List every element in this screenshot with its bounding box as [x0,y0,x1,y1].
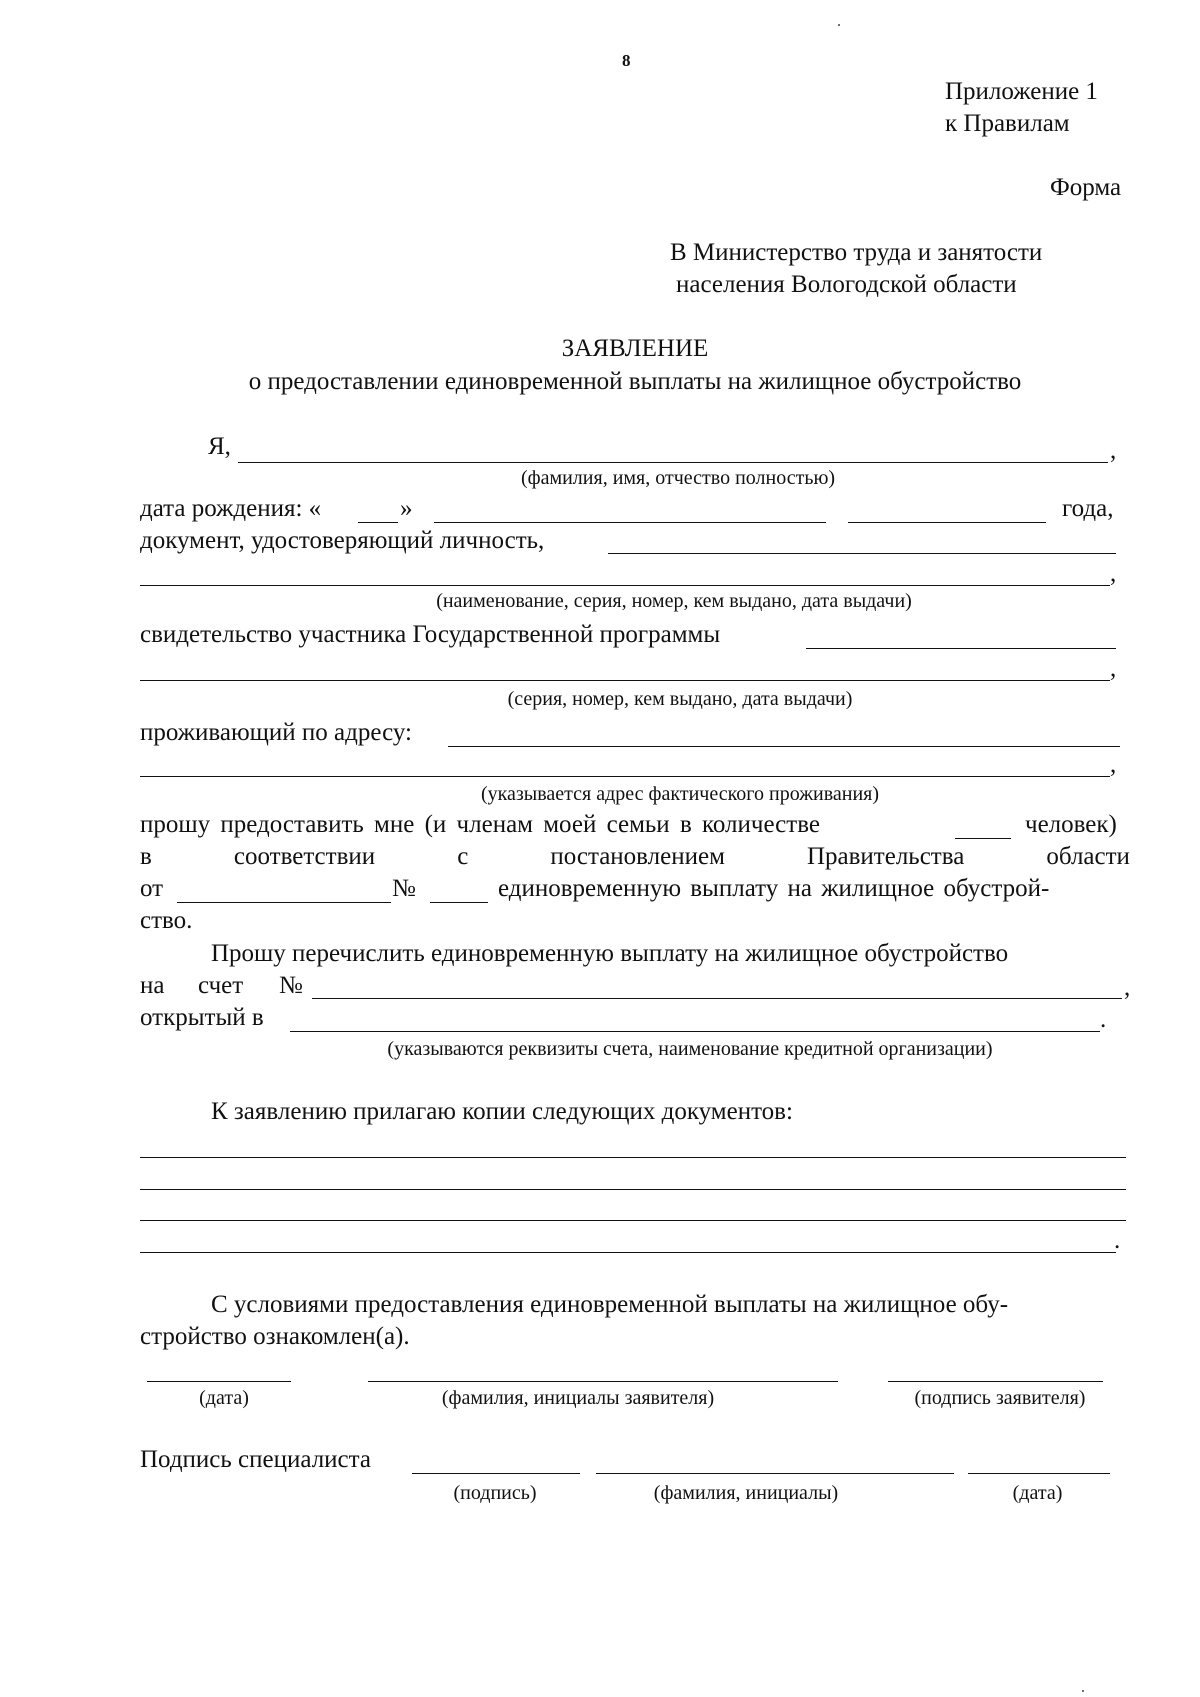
birth-quote-close: » [400,495,413,522]
addressee-line-1: В Министерство труда и занятости [670,239,1043,266]
transfer-line-1: Прошу перечислить единовременную выплату на жилищное обустройство [211,940,1009,967]
request-word: области [1046,843,1130,870]
document-title: ЗАЯВЛЕНИЕ [561,335,709,362]
specialist-name-hint: (фамилия, инициалы) [653,1482,839,1504]
document-subtitle: о предоставлении единовременной выплаты на жилищное обустройство [248,368,1022,395]
account-number-sign: № [279,972,303,999]
decree-number-field[interactable] [430,902,488,903]
certificate-field-line-1[interactable] [806,648,1116,649]
applicant-date-field[interactable] [147,1381,291,1382]
request-line-1-end: человек) [1025,811,1117,838]
birth-month-field[interactable] [434,522,826,523]
applicant-name-hint: (фамилия, инициалы заявителя) [441,1387,715,1409]
appendix-line-2: к Правилам [945,110,1070,137]
fio-field[interactable] [238,462,1108,463]
birth-date-label: дата рождения: « [140,495,322,522]
address-label: проживающий по адресу: [140,719,412,746]
addressee-line-2: населения Вологодской области [676,271,1017,298]
opened-in-label: открытый в [140,1004,264,1031]
year-word: года, [1062,495,1114,522]
decree-date-field[interactable] [177,902,391,903]
scan-speck [1082,1690,1084,1692]
attachments-line-2[interactable] [140,1189,1126,1190]
certificate-comma: , [1110,655,1117,682]
birth-day-field[interactable] [358,522,398,523]
specialist-name-field[interactable] [596,1473,954,1474]
scan-speck [838,24,840,26]
applicant-signature-hint: (подпись заявителя) [914,1387,1086,1409]
specialist-signature-hint: (подпись) [453,1482,537,1504]
address-hint: (указывается адрес фактического проживания) [480,783,880,805]
bank-period: . [1100,1006,1107,1033]
fio-comma: , [1110,437,1117,464]
attachments-line-1[interactable] [140,1157,1126,1158]
family-count-field[interactable] [955,838,1011,839]
request-word: с [457,843,469,870]
attachments-line-3[interactable] [140,1220,1126,1221]
birth-year-field[interactable] [848,522,1046,523]
acknowledgement-line-1: С условиями предоставления единовременной выплаты на жилищное обу- [211,1291,1009,1318]
specialist-signature-field[interactable] [412,1473,580,1474]
bank-field[interactable] [290,1031,1100,1032]
account-word-na: на [140,972,165,999]
id-doc-label: документ, удостоверяющий личность, [140,527,545,554]
applicant-date-hint: (дата) [199,1387,249,1409]
request-line-2 [140,842,1130,872]
request-line-1: прошу предоставить мне (и членам моей семьи в количестве [140,811,820,838]
bank-hint: (указываются реквизиты счета, наименование кредитной организации) [387,1038,993,1060]
request-word: Правительства [806,843,965,870]
request-line-3: единовременную выплату на жилищное обустрой- [498,875,1050,902]
certificate-label: свидетельство участника Государственной программы [140,621,721,648]
request-line-4: ство. [140,907,193,934]
id-doc-field-line-2[interactable] [140,585,1110,586]
specialist-signature-label: Подпись специалиста [140,1446,371,1473]
account-comma: , [1124,974,1131,1001]
page-number: 8 [622,51,631,70]
request-word: в [140,843,152,870]
address-comma: , [1110,751,1117,778]
applicant-name-field[interactable] [368,1381,838,1382]
specialist-date-hint: (дата) [1012,1482,1063,1504]
certificate-hint: (серия, номер, кем выдано, дата выдачи) [507,688,853,710]
request-word: постановлением [550,843,725,870]
decree-number-sign: № [392,875,416,902]
specialist-date-field[interactable] [968,1473,1110,1474]
certificate-field-line-2[interactable] [140,680,1110,681]
attachments-line-4[interactable] [140,1252,1116,1253]
form-label: Форма [1050,174,1122,201]
id-doc-field-line-1[interactable] [608,553,1116,554]
account-word-schet: счет [198,972,244,999]
appendix-line-1: Приложение 1 [945,78,1098,105]
fio-hint: (фамилия, имя, отчество полностью) [520,467,836,489]
attachments-period: . [1114,1227,1121,1254]
account-number-field[interactable] [312,998,1122,999]
applicant-signature-field[interactable] [888,1381,1103,1382]
id-doc-comma: , [1110,560,1117,587]
request-word: соответствии [233,843,376,870]
address-field-line-1[interactable] [448,746,1120,747]
ya-label: Я, [208,433,231,460]
acknowledgement-line-2: стройство ознакомлен(а). [140,1323,410,1350]
decree-from-label: от [140,875,164,902]
address-field-line-2[interactable] [140,776,1110,777]
attachments-label: К заявлению прилагаю копии следующих документов: [211,1098,793,1125]
id-doc-hint: (наименование, серия, номер, кем выдано, дата выдачи) [436,590,912,612]
